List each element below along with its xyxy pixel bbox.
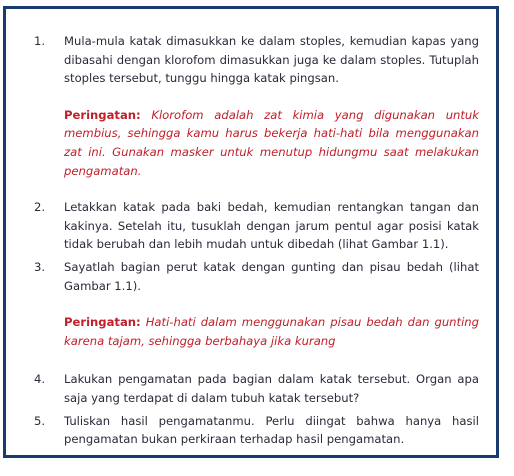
- procedure-box: [3, 6, 499, 458]
- step-text: Mula-mula katak dimasukkan ke dalam stoples, kemudian kapas yang dibasahi dengan klorofom dimasukkan juga ke dalam stoples. Tutuplah stoples tersebut, tunggu hingga katak pingsan.: [64, 34, 479, 86]
- warning-text: Klorofom adalah zat kimia yang digunakan untuk membius, sehingga kamu harus bekerja hati-hati bila menggunakan zat ini. Gunakan masker untuk menutup hidungmu saat melakukan pengamatan.: [64, 107, 479, 178]
- warning-label: Peringatan:: [64, 107, 141, 122]
- step-item-2: [34, 198, 479, 254]
- step-number: 1.: [34, 34, 46, 48]
- step-text: Sayatlah bagian perut katak dengan gunting dan pisau bedah (lihat Gambar 1.1).: [64, 259, 479, 293]
- warning-note-1: [64, 106, 479, 180]
- step-number: 2.: [34, 200, 46, 215]
- step-item-3: [34, 258, 479, 295]
- step-number: 3.: [34, 259, 46, 274]
- warning-label: Peringatan:: [64, 315, 141, 330]
- step-item-1: [34, 32, 479, 88]
- step-number: 5.: [34, 413, 46, 428]
- step-text: Lakukan pengamatan pada bagian dalam katak tersebut. Organ apa saja yang terdapat di dalam tubuh katak tersebut?: [64, 372, 479, 405]
- step-text: Letakkan katak pada baki bedah, kemudian rentangkan tangan dan kakinya. Setelah itu, tusuklah dengan jarum pentul agar posisi katak tidak berubah dan lebih mudah untuk dibedah (lihat Gambar 1.1).: [64, 200, 479, 252]
- step-item-5: [34, 412, 479, 449]
- procedure-list: [34, 32, 479, 449]
- warning-text: Hati-hati dalam menggunakan pisau bedah dan gunting karena tajam, sehingga berbahaya jika kurang: [64, 315, 479, 348]
- warning-note-2: [64, 313, 479, 350]
- step-item-4: [34, 370, 479, 407]
- step-number: 4.: [34, 372, 46, 387]
- step-text: Tuliskan hasil pengamatanmu. Perlu diingat bahwa hanya hasil pengamatan bukan perkiraan terhadap hasil pengamatan.: [64, 413, 479, 447]
